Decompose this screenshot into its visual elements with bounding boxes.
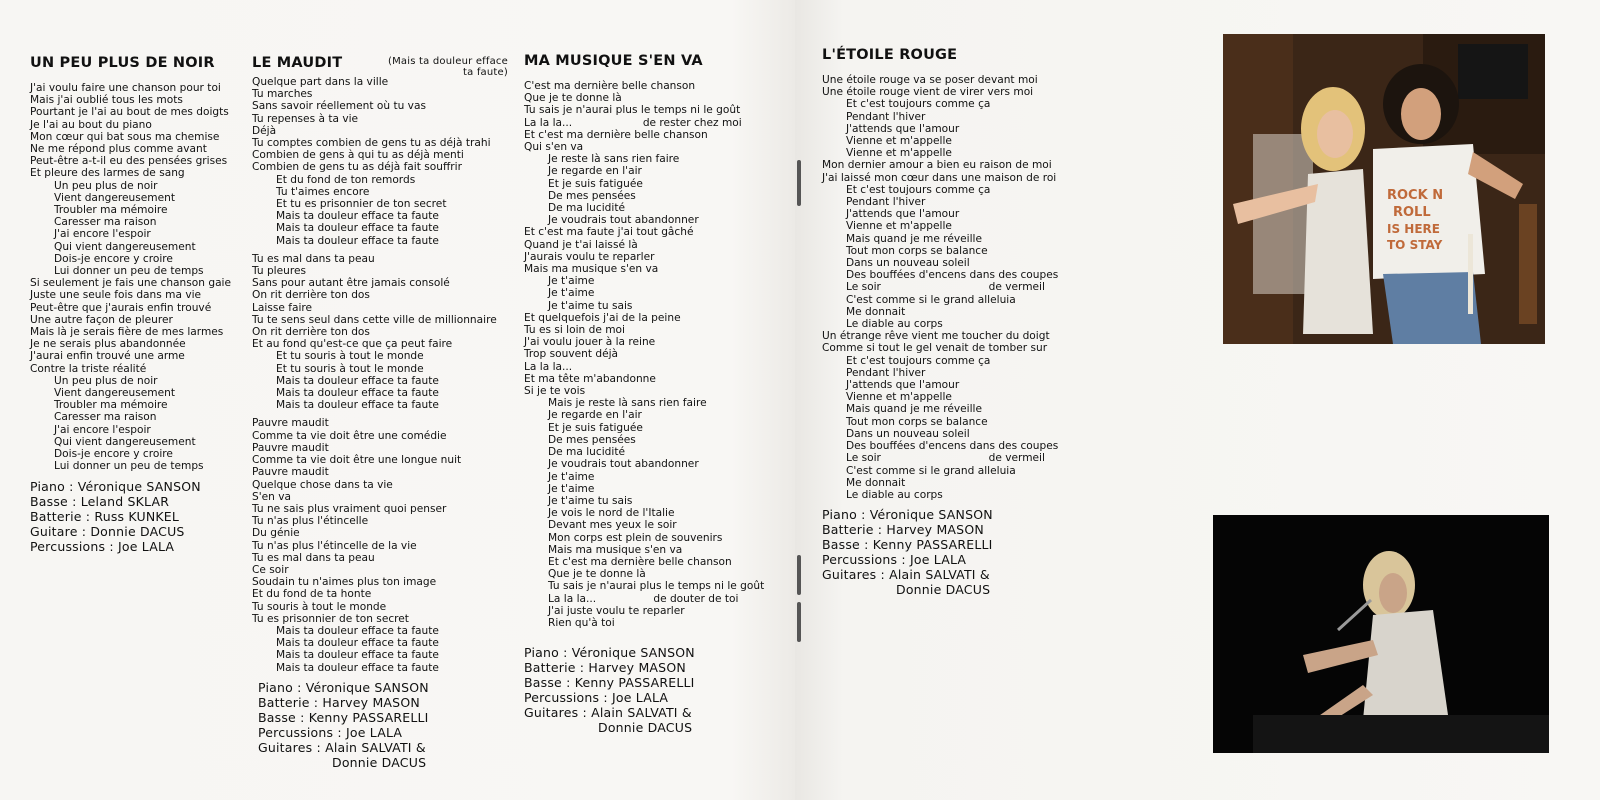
lyric-line: Pendant l'hiver — [846, 196, 926, 209]
lyric-line: Tu es prisonnier de ton secret — [252, 612, 409, 625]
lyric-line: Dois-je encore y croire — [54, 252, 173, 265]
lyric-line: Le soir de vermeil — [846, 281, 1045, 294]
credit-line: Batterie : Harvey MASON — [258, 694, 420, 710]
lyric-line: Qui vient dangereusement — [54, 240, 196, 253]
lyric-line: Et c'est ma dernière belle chanson — [548, 555, 732, 568]
lyric-line: Juste une seule fois dans ma vie — [30, 289, 202, 302]
lyric-line: Tu es mal dans ta peau — [252, 551, 375, 564]
lyric-line: Mais quand je me réveille — [846, 232, 983, 245]
lyric-line: Je reste là sans rien faire — [548, 153, 680, 166]
staple-top — [797, 160, 801, 206]
lyric-line: Je t'aime — [548, 470, 595, 483]
credit-line: Guitares : Alain SALVATI & — [822, 567, 990, 583]
lyric-line: J'attends que l'amour — [846, 122, 960, 135]
lyric-line: Tu es si loin de moi — [524, 324, 625, 337]
lyric-line: Et au fond qu'est-ce que ça peut faire — [252, 338, 453, 351]
lyric-line: Dans un nouveau soleil — [846, 257, 970, 270]
credit-line: Piano : Véronique SANSON — [258, 679, 429, 695]
lyric-line: Quelque part dans la ville — [252, 76, 389, 88]
lyric-line: Tu n'as plus l'étincelle de la vie — [252, 539, 417, 552]
credit-line: Piano : Véronique SANSON — [822, 507, 993, 523]
lyric-line: J'attends que l'amour — [846, 379, 960, 392]
lyric-line: Comme ta vie doit être une comédie — [252, 429, 447, 442]
lyric-line: Tu sais je n'aurai plus le temps ni le goût — [524, 104, 741, 117]
lyric-line: Mon corps est plein de souvenirs — [548, 531, 723, 544]
lyric-line: Pauvre maudit — [252, 417, 329, 430]
credit-line: Donnie DACUS — [332, 754, 427, 770]
lyric-line: Et ma tête m'abandonne — [524, 372, 656, 385]
lyric-line: Tu sais je n'aurai plus le temps ni le goût — [548, 580, 765, 593]
lyrics-column-l-etoile-rouge — [822, 46, 1058, 597]
lyric-line: Troubler ma mémoire — [54, 399, 168, 412]
lyric-line: Rien qu'à toi — [548, 616, 615, 629]
lyric-line: Je regarde en l'air — [548, 409, 642, 422]
lyric-line: Dois-je encore y croire — [54, 448, 173, 461]
lyric-line: Mais là je serais fière de mes larmes — [30, 326, 224, 339]
lyric-line: Je t'aime tu sais — [548, 299, 633, 312]
lyric-line: Et pleure des larmes de sang — [30, 167, 185, 180]
lyric-line: Vient dangereusement — [54, 387, 175, 400]
credit-line: Batterie : Harvey MASON — [524, 660, 686, 676]
lyric-line: Et tu es prisonnier de ton secret — [276, 198, 447, 211]
lyric-line: Tu repenses à ta vie — [252, 112, 359, 125]
lyric-line: Quand je t'ai laissé là — [524, 238, 638, 251]
lyric-line: Et du fond de ta honte — [252, 588, 372, 601]
lyric-line: Comme si tout le gel venait de tomber sur — [822, 342, 1048, 355]
lyric-line: Des bouffées d'encens dans des coupes — [846, 269, 1059, 282]
shirt-text-2: ROLL — [1393, 205, 1431, 220]
lyric-line: Un étrange rêve vient me toucher du doigt — [822, 330, 1050, 343]
lyric-line: Déjà — [252, 124, 277, 137]
lyric-line: Caresser ma raison — [54, 216, 157, 229]
lyric-line: Comme ta vie doit être une longue nuit — [252, 454, 462, 467]
lyric-line: Tu comptes combien de gens tu as déjà trahi — [252, 137, 491, 150]
lyric-line: Tu marches — [252, 88, 313, 101]
lyric-line: Et tu souris à tout le monde — [276, 362, 424, 375]
credit-line: Batterie : Harvey MASON — [822, 522, 984, 538]
lyric-line: Mais j'ai oublié tous les mots — [30, 94, 183, 107]
lyric-line: Sans savoir réellement où tu vas — [252, 100, 426, 113]
lyric-line: Dans un nouveau soleil — [846, 427, 970, 440]
lyrics-lines — [252, 76, 507, 674]
lyric-line: J'ai encore l'espoir — [54, 423, 151, 436]
staple-bottom — [797, 602, 801, 642]
lyric-line: Mais ta douleur efface ta faute — [276, 374, 439, 387]
lyric-line: S'en va — [252, 490, 291, 503]
lyric-line: Vienne et m'appelle — [846, 135, 952, 148]
shirt-text-1: ROCK N — [1387, 188, 1444, 203]
lyric-line: Le soir de vermeil — [846, 452, 1045, 465]
lyric-line: Pendant l'hiver — [846, 366, 926, 379]
lyric-line: Vient dangereusement — [54, 191, 175, 204]
shirt-text-4: TO STAY — [1387, 238, 1443, 252]
lyric-line: Mais ta douleur efface ta faute — [276, 649, 439, 662]
lyric-line: Que je te donne là — [524, 92, 622, 105]
lyric-line: Je vois le nord de l'Italie — [548, 507, 675, 520]
lyric-line: Laisse faire — [252, 301, 313, 314]
lyric-line: Tout mon corps se balance — [846, 415, 988, 428]
lyric-line: Je ne serais plus abandonnée — [30, 338, 186, 351]
lyric-line: Une étoile rouge va se poser devant moi — [822, 74, 1038, 86]
lyric-line: Mais quand je me réveille — [846, 403, 983, 416]
lyric-line: Mais ta douleur efface ta faute — [276, 222, 439, 235]
musician-credits — [30, 479, 231, 554]
song-subtitle-line-1: (Mais ta douleur efface — [388, 56, 508, 67]
lyric-line: Et tu souris à tout le monde — [276, 350, 424, 363]
lyric-line: Si seulement je fais une chanson gaie — [30, 277, 232, 290]
lyric-line: Tu souris à tout le monde — [252, 600, 387, 613]
credit-line: Percussions : Joe LALA — [258, 724, 403, 740]
lyric-line: Peut-être a-t-il eu des pensées grises — [30, 155, 228, 168]
musician-credits — [258, 680, 507, 770]
credit-line: Basse : Kenny PASSARELLI — [524, 675, 695, 691]
song-title: UN PEU PLUS DE NOIR — [30, 55, 215, 71]
lyric-line: Mon dernier amour a bien eu raison de moi — [822, 159, 1052, 172]
lyric-line: Lui donner un peu de temps — [54, 460, 204, 473]
lyric-line: C'est comme si le grand alleluia — [846, 293, 1016, 306]
lyric-line: Peut-être que j'aurais enfin trouvé — [30, 301, 212, 314]
lyric-line: Mon cœur qui bat sous ma chemise — [30, 130, 220, 143]
lyric-line: Et c'est ma faute j'ai tout gâché — [524, 226, 694, 239]
shirt-text-3: IS HERE — [1387, 222, 1440, 236]
lyric-line: Je voudrais tout abandonner — [548, 214, 699, 227]
lyric-line: Combien de gens tu as déjà fait souffrir — [252, 161, 462, 174]
lyric-line: Tu n'as plus l'étincelle — [252, 515, 369, 528]
lyric-line: Tu pleures — [252, 265, 307, 278]
lyric-line: La la la... de rester chez moi — [524, 116, 742, 129]
staple-middle — [797, 555, 801, 595]
lyric-line: Trop souvent déjà — [524, 348, 619, 361]
lyric-line: On rit derrière ton dos — [252, 289, 370, 302]
lyric-line: Du génie — [252, 527, 300, 540]
lyric-line: Vienne et m'appelle — [846, 391, 952, 404]
lyrics-column-un-peu-plus-de-noir — [30, 54, 231, 554]
lyric-line: Tu te sens seul dans cette ville de millionnaire — [252, 313, 497, 326]
lyric-line: Pauvre maudit — [252, 466, 329, 479]
lyric-line: Me donnait — [846, 305, 906, 318]
lyric-line: Pendant l'hiver — [846, 110, 926, 123]
lyric-line: Ne me répond plus comme avant — [30, 143, 207, 156]
lyrics-lines — [30, 82, 231, 473]
credit-line: Batterie : Russ KUNKEL — [30, 508, 180, 524]
lyric-line: De mes pensées — [548, 433, 636, 446]
lyric-line: Mais ma musique s'en va — [548, 543, 683, 556]
song-title: L'ÉTOILE ROUGE — [822, 47, 958, 63]
lyric-line: Et c'est ma dernière belle chanson — [524, 128, 708, 141]
lyric-line: J'ai laissé mon cœur dans une maison de roi — [822, 171, 1057, 184]
lyric-line: De mes pensées — [548, 189, 636, 202]
lyric-line: Pauvre maudit — [252, 441, 329, 454]
song-subtitle — [377, 56, 508, 78]
lyrics-lines — [822, 74, 1058, 501]
lyric-line: Troubler ma mémoire — [54, 204, 168, 217]
lyric-line: Qui vient dangereusement — [54, 435, 196, 448]
lyric-line: J'aurais voulu te reparler — [524, 250, 655, 263]
lyric-line: Mais ta douleur efface ta faute — [276, 234, 439, 247]
lyric-line: Mais ta douleur efface ta faute — [276, 661, 439, 674]
lyric-line: Et c'est toujours comme ça — [846, 183, 991, 196]
lyric-line: Je t'aime — [548, 482, 595, 495]
lyric-line: De ma lucidité — [548, 202, 625, 215]
lyric-line: C'est ma dernière belle chanson — [524, 80, 696, 92]
lyric-line: Tu t'aimes encore — [276, 185, 370, 198]
lyric-line: Tu es mal dans ta peau — [252, 252, 375, 265]
lyric-line: La la la... — [524, 360, 573, 373]
lyric-line: Mais ta douleur efface ta faute — [276, 399, 439, 412]
lyric-line: Mais je reste là sans rien faire — [548, 397, 707, 410]
lyric-line: Combien de gens à qui tu as déjà menti — [252, 149, 464, 162]
song-title: MA MUSIQUE S'EN VA — [524, 53, 703, 69]
song-title: LE MAUDIT — [252, 55, 343, 71]
credit-line: Guitare : Donnie DACUS — [30, 523, 185, 539]
lyric-line: Devant mes yeux le soir — [548, 519, 677, 532]
lyric-line: Et je suis fatiguée — [548, 177, 643, 190]
lyric-line: J'aurai enfin trouvé une arme — [30, 350, 185, 363]
lyric-line: J'ai juste voulu te reparler — [548, 604, 685, 617]
lyrics-lines — [524, 80, 764, 629]
lyric-line: Je regarde en l'air — [548, 165, 642, 178]
lyric-line: Et je suis fatiguée — [548, 421, 643, 434]
lyric-line: Me donnait — [846, 476, 906, 489]
lyric-line: J'ai voulu faire une chanson pour toi — [30, 82, 221, 94]
musician-credits — [822, 507, 1058, 597]
lyric-line: Le diable au corps — [846, 488, 943, 501]
song-title-row — [252, 54, 508, 78]
lyric-line: C'est comme si le grand alleluia — [846, 464, 1016, 477]
lyrics-column-le-maudit — [252, 54, 507, 770]
lyric-line: Je t'aime — [548, 275, 595, 288]
lyric-line: Vienne et m'appelle — [846, 220, 952, 233]
lyric-line: Je l'ai au bout du piano — [30, 118, 152, 131]
lyric-line: Un peu plus de noir — [54, 374, 158, 387]
song-subtitle-line-2: ta faute) — [463, 67, 508, 78]
lyric-line: Je t'aime — [548, 287, 595, 300]
credit-line: Basse : Kenny PASSARELLI — [822, 537, 993, 553]
credit-line: Donnie DACUS — [896, 582, 991, 598]
credit-line: Percussions : Joe LALA — [30, 538, 175, 554]
lyric-line: Que je te donne là — [548, 568, 646, 581]
credit-line: Percussions : Joe LALA — [822, 552, 967, 568]
lyric-line: Et quelquefois j'ai de la peine — [524, 311, 681, 324]
lyric-line: Soudain tu n'aimes plus ton image — [252, 576, 437, 589]
credit-line: Guitares : Alain SALVATI & — [258, 739, 426, 755]
lyric-line: Mais ta douleur efface ta faute — [276, 387, 439, 400]
lyric-line: On rit derrière ton dos — [252, 326, 370, 339]
lyric-line: J'ai encore l'espoir — [54, 228, 151, 241]
lyric-line: Tout mon corps se balance — [846, 244, 988, 257]
lyric-line: Lui donner un peu de temps — [54, 265, 204, 278]
lyric-line: Et c'est toujours comme ça — [846, 354, 991, 367]
photo-singer-illustration — [1213, 515, 1549, 753]
lyric-line: Un peu plus de noir — [54, 179, 158, 192]
lyric-line: Je t'aime tu sais — [548, 494, 633, 507]
lyric-line: De ma lucidité — [548, 446, 625, 459]
lyric-line: La la la... de douter de toi — [548, 592, 739, 605]
lyric-line: Des bouffées d'encens dans des coupes — [846, 440, 1059, 453]
lyric-line: Le diable au corps — [846, 318, 943, 331]
lyric-line: Mais ta douleur efface ta faute — [276, 637, 439, 650]
lyric-line: Ce soir — [252, 563, 289, 576]
lyric-line: Quelque chose dans ta vie — [252, 478, 393, 491]
lyric-line: Sans pour autant être jamais consolé — [252, 277, 450, 290]
lyric-line: Qui s'en va — [524, 141, 584, 154]
lyric-line: Contre la triste réalité — [30, 362, 147, 375]
lyric-line: Caresser ma raison — [54, 411, 157, 424]
photo-singer-at-piano — [1213, 515, 1549, 753]
credit-line: Piano : Véronique SANSON — [524, 645, 695, 661]
lyric-line: Si je te vois — [524, 385, 586, 398]
lyric-line: Une étoile rouge vient de virer vers moi — [822, 86, 1034, 99]
lyric-line: Vienne et m'appelle — [846, 147, 952, 160]
credit-line: Piano : Véronique SANSON — [30, 478, 201, 494]
photo-two-people-illustration — [1223, 34, 1545, 344]
lyric-line: J'attends que l'amour — [846, 208, 960, 221]
lyric-line: Mais ta douleur efface ta faute — [276, 624, 439, 637]
credit-line: Guitares : Alain SALVATI & — [524, 705, 692, 721]
photo-two-people — [1223, 34, 1545, 344]
lyric-line: Et du fond de ton remords — [276, 173, 416, 186]
credit-line: Basse : Kenny PASSARELLI — [258, 709, 429, 725]
musician-credits — [524, 645, 764, 735]
credit-line: Percussions : Joe LALA — [524, 690, 669, 706]
credit-line: Basse : Leland SKLAR — [30, 493, 170, 509]
lyric-line: Mais ta douleur efface ta faute — [276, 210, 439, 223]
lyric-line: Je voudrais tout abandonner — [548, 458, 699, 471]
lyric-line: Tu ne sais plus vraiment quoi penser — [252, 502, 447, 515]
lyric-line: Mais ma musique s'en va — [524, 263, 659, 276]
lyric-line: Pourtant je l'ai au bout de mes doigts — [30, 106, 229, 119]
lyric-line: Et c'est toujours comme ça — [846, 98, 991, 111]
lyrics-column-ma-musique-s-en-va — [524, 52, 764, 735]
lyric-line: Une autre façon de pleurer — [30, 313, 173, 326]
credit-line: Donnie DACUS — [598, 720, 693, 736]
lyric-line: J'ai voulu jouer à la reine — [524, 336, 656, 349]
